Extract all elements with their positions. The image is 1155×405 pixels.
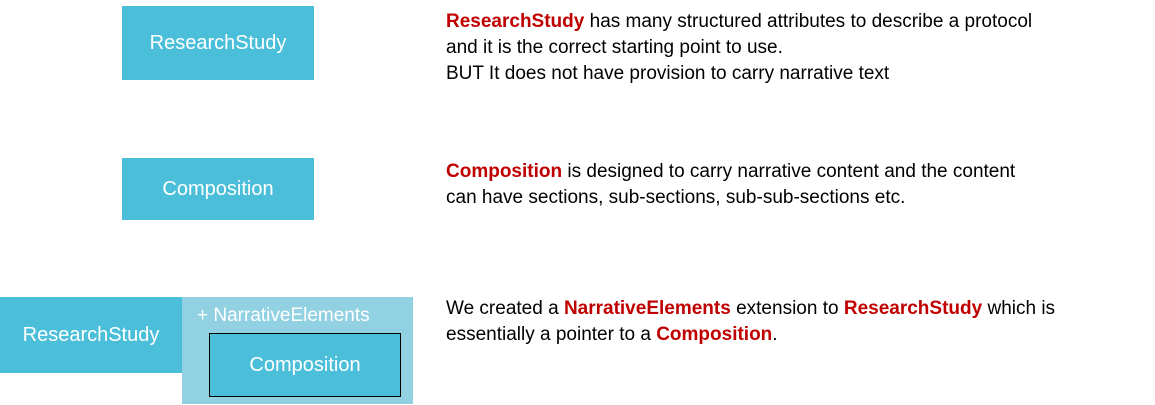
composition-description-line-1 xyxy=(446,159,1015,185)
researchstudy-box: ResearchStudy xyxy=(122,6,314,80)
description-text: We created a xyxy=(446,298,564,319)
extension-description-line-1 xyxy=(446,296,1055,322)
researchstudy-term: ResearchStudy xyxy=(843,298,983,319)
composition-description-line-2: can have sections, sub-sections, sub-sub-sections etc. xyxy=(446,187,906,208)
researchstudy-description-line-3: BUT It does not have provision to carry narrative text xyxy=(446,63,890,84)
researchstudy-term: ResearchStudy xyxy=(446,11,585,32)
description-text: has many structured attributes to describe a protocol xyxy=(584,11,1033,32)
researchstudy-description-line-2: and it is the correct starting point to use. xyxy=(446,37,783,58)
description-text: is designed to carry narrative content and the content xyxy=(562,161,1016,182)
researchstudy-extended-box: ResearchStudy xyxy=(0,297,182,373)
description-text: which is xyxy=(982,298,1056,319)
composition-term: Composition xyxy=(446,161,563,182)
extension-description xyxy=(446,296,1055,348)
narrativeelements-term: NarrativeElements xyxy=(563,298,731,319)
researchstudy-description-line-1 xyxy=(446,9,1032,35)
extension-description-line-2 xyxy=(446,322,1055,348)
description-text: . xyxy=(772,324,778,345)
composition-term: Composition xyxy=(656,324,773,345)
researchstudy-description xyxy=(446,9,1032,87)
composition-description xyxy=(446,159,1015,211)
composition-box: Composition xyxy=(122,158,314,220)
narrative-elements-label: + NarrativeElements xyxy=(197,305,370,326)
description-text: extension to xyxy=(730,298,844,319)
composition-reference-box: Composition xyxy=(209,333,401,397)
description-text: essentially a pointer to a xyxy=(446,324,657,345)
